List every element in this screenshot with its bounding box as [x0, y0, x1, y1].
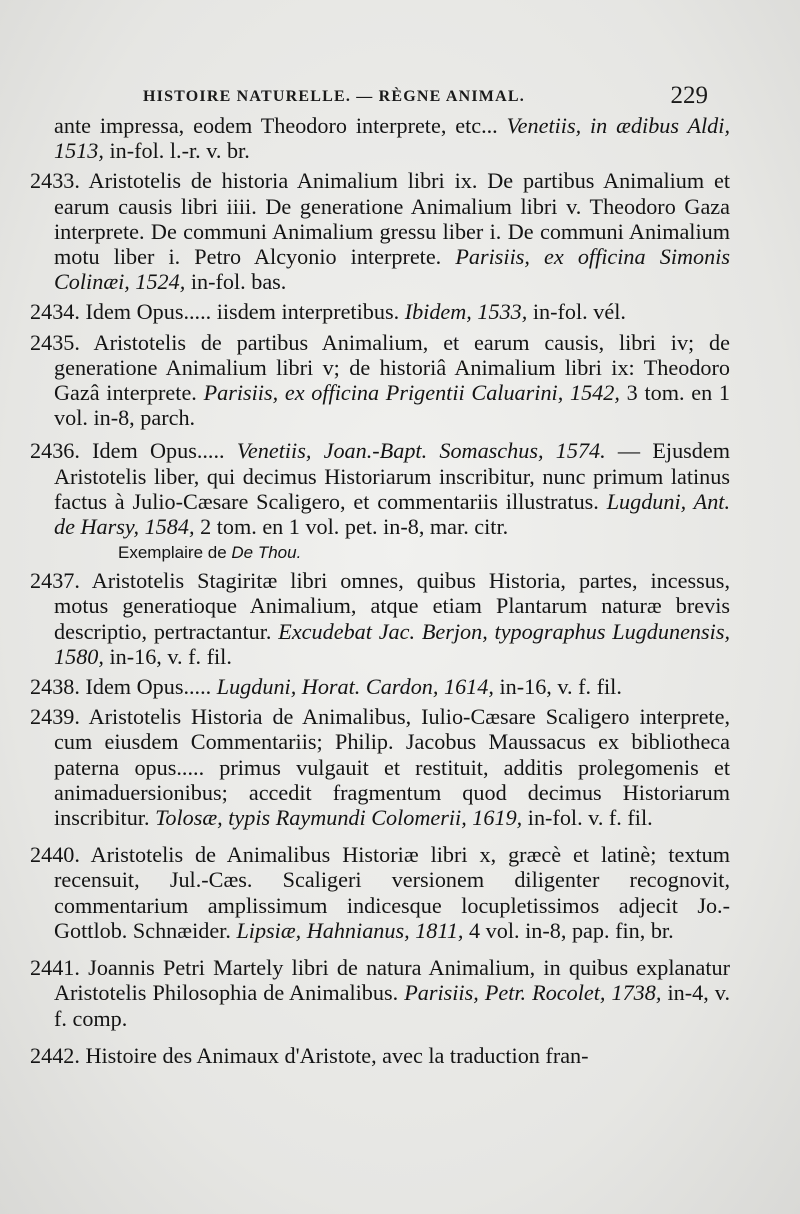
entry-tail-second: 2 tom. en 1 vol. pet. in-8, mar. citr. — [194, 514, 509, 540]
entry-text: Aristotelis de partibus Animalium, et earum causis, libri iv; de generatione Animalium libri v; de historiâ Animalium libri ix: Theodoro Gazâ interprete. — [54, 329, 730, 406]
note-text: Exemplaire de — [118, 543, 232, 563]
entry-2441 — [30, 955, 730, 1031]
entry-text: Aristotelis Stagiritæ libri omnes, quibus Historia, partes, incessus, motus generatioque Animalium, atque etiam Plantarum naturæ brevis descriptio, pertractantur. — [54, 568, 730, 644]
entry-number: 2439. — [30, 704, 80, 730]
entry-number: 2435. — [30, 329, 80, 355]
entry-imprint: Parisiis, Petr. Rocolet, 1738, — [404, 980, 662, 1006]
entry-imprint: Venetiis, Joan.-Bapt. Somaschus, 1574. — [236, 438, 606, 464]
entry-tail: 4 vol. in-8, pap. fin, br. — [463, 917, 674, 943]
entry-tail: in-fol. l.-r. v. br. — [103, 138, 250, 164]
entry-2439 — [30, 704, 730, 830]
entry-text: Idem Opus..... iisdem interpretibus. — [79, 299, 405, 325]
entry-2442 — [30, 1043, 730, 1068]
catalog-entries — [30, 113, 730, 1068]
entry-imprint: Ibidem, 1533, — [404, 299, 528, 325]
entry-2440 — [30, 842, 730, 943]
entry-tail: in-4, v. f. comp. — [54, 980, 730, 1031]
provenance-note — [30, 541, 730, 565]
entry-text: Aristotelis de Animalibus Historiæ libri x, græcè et latinè; textum recensuit, Jul.-Cæs. Scaligeri versionem diligenter recognovit, commentarium amplissimum indicesque locupletissimos adjecit Jo.-Gottlob. Schnæider. — [54, 842, 730, 943]
entry-imprint: Excudebat Jac. Berjon, typographus Lugdunensis, 1580, — [54, 618, 731, 669]
entry-imprint: Tolosæ, typis Raymundi Colomerii, 1619, — [155, 805, 523, 831]
entry-imprint: Venetiis, in ædibus Aldi, 1513, — [54, 113, 730, 164]
entry-2436 — [30, 438, 730, 539]
entry-2438 — [30, 674, 730, 699]
entry-text: Aristotelis de historia Animalium libri ix. De partibus Animalium et earum causis libri iiii. De generatione Animalium libri v. Theodoro Gaza interprete. De communi Animalium gressu liber i. De communi Animalium motu liber i. Petro Alcyonio interprete. — [54, 168, 730, 270]
entry-2434 — [30, 299, 730, 324]
page-header — [143, 82, 708, 112]
note-owner: De Thou. — [231, 543, 302, 563]
entry-tail: in-fol. v. f. fil. — [522, 805, 653, 831]
entry-number: 2440. — [30, 842, 80, 868]
entry-number: 2441. — [30, 955, 80, 981]
entry-tail: in-fol. vél. — [527, 299, 626, 325]
entry-2435 — [30, 330, 730, 431]
entry-number: 2438. — [30, 674, 80, 700]
entry-imprint-second: Lugduni, Ant. de Harsy, 1584, — [54, 488, 730, 540]
entry-imprint: Parisiis, ex officina Prigentii Caluarini, 1542, — [203, 380, 620, 406]
entry-imprint: Parisiis, ex officina Simonis Colinæi, 1524, — [54, 244, 730, 295]
entry-text: Histoire des Animaux d'Aristote, avec la traduction fran- — [79, 1042, 589, 1068]
entry-continuation — [30, 113, 730, 163]
entry-number: 2436. — [30, 438, 80, 464]
entry-tail: 3 tom. en 1 vol. in-8, parch. — [54, 380, 730, 431]
entry-tail: in-16, v. f. fil. — [103, 643, 232, 669]
entry-text: Idem Opus..... — [79, 438, 237, 464]
entry-number: 2442. — [30, 1042, 80, 1068]
entry-text: Aristotelis Historia de Animalibus, Iulio-Cæsare Scaligero interprete, cum eiusdem Commentariis; Philip. Jacobus Maussacus ex bibliotheca paterna opus..... primus vulgauit et restituit, additis prolegomenis et animaduersionibus; accedit fragmentum quod decimus Historiarum inscribitur. — [54, 704, 730, 831]
entry-imprint: Lugduni, Horat. Cardon, 1614, — [216, 674, 494, 700]
entry-2433 — [30, 168, 730, 294]
entry-text: Idem Opus..... — [79, 674, 217, 700]
entry-text: Joannis Petri Martely libri de natura Animalium, in quibus explanatur Aristotelis Philosophia de Animalibus. — [54, 955, 730, 1006]
entry-imprint: Lipsiæ, Hahnianus, 1811, — [236, 917, 464, 943]
entry-number: 2437. — [30, 568, 80, 594]
entry-tail: — Ejusdem Aristotelis liber, qui decimus Historiarum inscribitur, nunc primum latinus factus à Julio-Cæsare Scaligero, et commentariis illustratus. — [54, 438, 730, 514]
page-number: 229 — [670, 82, 708, 109]
entry-number: 2433. — [30, 168, 80, 194]
entry-text: ante impressa, eodem Theodoro interprete, etc... — [54, 113, 507, 138]
entry-2437 — [30, 568, 730, 669]
entry-tail: in-16, v. f. fil. — [493, 674, 622, 700]
entry-number: 2434. — [30, 299, 80, 325]
running-head: HISTOIRE NATURELLE. — RÈGNE ANIMAL. — [143, 88, 525, 105]
entry-tail: in-fol. bas. — [185, 269, 287, 295]
